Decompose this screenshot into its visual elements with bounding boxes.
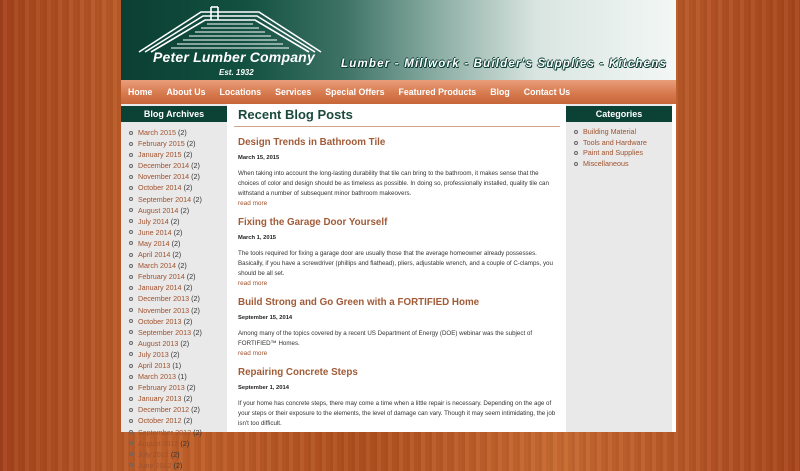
- post-title[interactable]: Repairing Concrete Steps: [238, 367, 358, 378]
- archive-link[interactable]: October 2012: [138, 416, 182, 426]
- bullet-icon: [574, 162, 578, 166]
- archive-count: (2): [171, 238, 181, 248]
- archive-link[interactable]: February 2014: [138, 272, 185, 282]
- site-header: [121, 0, 676, 80]
- main-nav: [121, 80, 676, 104]
- archive-link[interactable]: February 2015: [138, 139, 185, 149]
- company-name[interactable]: Peter Lumber Company: [153, 49, 315, 65]
- archive-link[interactable]: April 2014: [138, 250, 171, 260]
- archive-link[interactable]: May 2014: [138, 238, 170, 248]
- list-item: [129, 338, 227, 349]
- archive-count: (2): [186, 383, 196, 393]
- header-tagline: Lumber - Millwork - Builder's Supplies - Kitchens: [341, 58, 668, 70]
- list-item: [129, 415, 227, 426]
- archive-link[interactable]: September 2013: [138, 327, 192, 337]
- bullet-icon: [129, 164, 133, 168]
- list-item: [129, 460, 227, 471]
- archive-link[interactable]: July 2013: [138, 349, 169, 359]
- post-title[interactable]: Fixing the Garage Door Yourself: [238, 217, 388, 228]
- list-item: [129, 216, 227, 227]
- nav-home[interactable]: Home: [128, 87, 153, 97]
- post-date: September 15, 2014: [238, 315, 293, 321]
- bullet-icon: [129, 297, 133, 301]
- list-item: [129, 282, 227, 293]
- bullet-icon: [129, 131, 133, 135]
- list-item: [129, 349, 227, 360]
- read-more-link[interactable]: read more: [238, 350, 268, 357]
- bullet-icon: [129, 286, 133, 290]
- categories-list: [566, 122, 672, 169]
- bullet-icon: [129, 463, 133, 467]
- archive-link[interactable]: March 2014: [138, 261, 176, 271]
- bullet-icon: [129, 375, 133, 379]
- archive-link[interactable]: September 2012: [138, 427, 192, 437]
- list-item: [129, 238, 227, 249]
- archive-link[interactable]: September 2014: [138, 194, 192, 204]
- wood-background-right: [676, 0, 800, 432]
- archive-count: (2): [172, 250, 182, 260]
- list-item: [129, 271, 227, 282]
- bullet-icon: [129, 186, 133, 190]
- list-item: [129, 205, 227, 216]
- bullet-icon: [129, 142, 133, 146]
- bullet-icon: [129, 241, 133, 245]
- archive-count: (2): [180, 205, 190, 215]
- bullet-icon: [574, 141, 578, 145]
- archive-count: (2): [193, 427, 202, 437]
- list-item: [129, 382, 227, 393]
- archives-list: [121, 122, 227, 471]
- bullet-icon: [129, 397, 133, 401]
- archive-count: (2): [170, 449, 180, 459]
- archives-heading: Blog Archives: [121, 106, 227, 122]
- archive-link[interactable]: August 2013: [138, 338, 179, 348]
- nav-services[interactable]: Services: [275, 87, 312, 97]
- list-item: [574, 148, 672, 159]
- nav-locations[interactable]: Locations: [219, 87, 262, 97]
- archive-link[interactable]: December 2013: [138, 294, 190, 304]
- archive-count: (2): [183, 416, 193, 426]
- established-year: Est. 1932: [219, 68, 254, 77]
- list-item: [574, 159, 672, 170]
- bullet-icon: [129, 230, 133, 234]
- list-item: [129, 149, 227, 160]
- archive-count: (2): [173, 227, 183, 237]
- nav-about-us[interactable]: About Us: [166, 87, 206, 97]
- post-title[interactable]: Build Strong and Go Green with a FORTIFIED Home: [238, 297, 480, 308]
- list-item: [129, 127, 227, 138]
- archives-sidebar: [121, 104, 227, 470]
- category-link[interactable]: Paint and Supplies: [583, 148, 643, 157]
- archive-link[interactable]: November 2013: [138, 305, 190, 315]
- category-link[interactable]: Miscellaneous: [583, 158, 629, 168]
- bullet-icon: [129, 153, 133, 157]
- nav-blog[interactable]: Blog: [490, 87, 510, 97]
- archive-count: (2): [191, 305, 200, 315]
- list-item: [574, 138, 672, 149]
- archive-link[interactable]: June 2012: [138, 460, 172, 470]
- nav-featured-products[interactable]: Featured Products: [398, 87, 477, 97]
- bullet-icon: [129, 319, 133, 323]
- archive-count: (2): [170, 349, 180, 359]
- archive-link[interactable]: June 2014: [138, 227, 172, 237]
- archive-count: (2): [191, 294, 200, 304]
- bullet-icon: [129, 330, 133, 334]
- list-item: [129, 438, 227, 449]
- archive-link[interactable]: July 2012: [138, 449, 169, 459]
- category-link[interactable]: Tools and Hardware: [583, 137, 647, 147]
- archive-count: (2): [183, 394, 193, 404]
- nav-special-offers[interactable]: Special Offers: [325, 87, 385, 97]
- archive-count: (1): [177, 372, 187, 382]
- blog-post: [234, 217, 560, 287]
- archive-count: (1): [172, 360, 182, 370]
- list-item: [129, 327, 227, 338]
- list-item: [129, 449, 227, 460]
- bullet-icon: [129, 253, 133, 257]
- read-more-link[interactable]: read more: [238, 280, 268, 287]
- archive-count: (2): [183, 150, 193, 160]
- list-item: [129, 293, 227, 304]
- archive-link[interactable]: March 2013: [138, 372, 176, 382]
- bullet-icon: [129, 419, 133, 423]
- list-item: [574, 127, 672, 138]
- archive-count: (2): [193, 194, 202, 204]
- blog-post: [234, 137, 560, 207]
- archive-link[interactable]: January 2014: [138, 283, 182, 293]
- list-item: [129, 371, 227, 382]
- bullet-icon: [129, 441, 133, 445]
- archive-link[interactable]: November 2014: [138, 172, 190, 182]
- categories-sidebar: [566, 104, 672, 432]
- list-item: [129, 360, 227, 371]
- bullet-icon: [129, 341, 133, 345]
- post-date: March 1, 2015: [238, 235, 277, 241]
- category-link[interactable]: Building Material: [583, 127, 637, 136]
- archive-count: (2): [183, 283, 193, 293]
- list-item: [129, 249, 227, 260]
- bullet-icon: [574, 151, 578, 155]
- archive-count: (2): [186, 272, 196, 282]
- archive-count: (2): [191, 405, 200, 415]
- bullet-icon: [574, 130, 578, 134]
- post-date: March 15, 2015: [238, 155, 280, 161]
- archive-link[interactable]: October 2013: [138, 316, 182, 326]
- archive-count: (2): [193, 327, 202, 337]
- main-content: [234, 104, 560, 432]
- archive-count: (2): [173, 460, 183, 470]
- bullet-icon: [129, 364, 133, 368]
- archive-link[interactable]: August 2012: [138, 438, 179, 448]
- archive-link[interactable]: August 2014: [138, 205, 179, 215]
- archive-count: (2): [180, 438, 190, 448]
- bullet-icon: [129, 175, 133, 179]
- roof-logo-icon: [131, 4, 331, 54]
- blog-post: [234, 367, 560, 429]
- archive-link[interactable]: March 2015: [138, 128, 176, 137]
- list-item: [129, 316, 227, 327]
- bullet-icon: [129, 308, 133, 312]
- list-item: [129, 171, 227, 182]
- bullet-icon: [129, 352, 133, 356]
- list-item: [129, 160, 227, 171]
- categories-heading: Categories: [566, 106, 672, 122]
- list-item: [129, 404, 227, 415]
- archive-count: (2): [186, 139, 196, 149]
- archive-link[interactable]: February 2013: [138, 383, 185, 393]
- bullet-icon: [129, 197, 133, 201]
- archive-link[interactable]: January 2015: [138, 150, 182, 160]
- archive-count: (2): [183, 316, 193, 326]
- archive-count: (2): [183, 183, 193, 193]
- list-item: [129, 182, 227, 193]
- list-item: [129, 305, 227, 316]
- bullet-icon: [129, 386, 133, 390]
- list-item: [129, 260, 227, 271]
- post-date: September 1, 2014: [238, 385, 289, 391]
- list-item: [129, 227, 227, 238]
- archive-link[interactable]: April 2013: [138, 360, 171, 370]
- bullet-icon: [129, 275, 133, 279]
- archive-count: (2): [170, 216, 180, 226]
- bullet-icon: [129, 408, 133, 412]
- blog-post: [234, 297, 560, 357]
- archive-count: (2): [191, 161, 200, 171]
- bullet-icon: [129, 208, 133, 212]
- archive-link[interactable]: July 2014: [138, 216, 169, 226]
- archive-link[interactable]: October 2014: [138, 183, 182, 193]
- list-item: [129, 194, 227, 205]
- post-excerpt: When taking into account the long-lasting durability that tile can bring to the bathroom, it makes sense that the choices of color and design should be as timeless as possible. In doing so, professionally installed, quality tile can withstand a number of subsequent minor bathroom makeovers.: [238, 170, 549, 197]
- bullet-icon: [129, 264, 133, 268]
- post-excerpt: The tools required for fixing a garage door are usually those that the average homeowner already possesses. Basically, if you have a screwdriver (phillips and flathead), pliers, adjustable wrench, and a couple of C-clamps, you should be all set.: [238, 250, 553, 277]
- archive-link[interactable]: December 2012: [138, 405, 190, 415]
- archive-count: (2): [177, 261, 187, 271]
- post-excerpt: If your home has concrete steps, there may come a time when a little repair is necessary. Depending on the age of your steps or their exposure to the elements, the level of damage can vary. Though it may seem intimidating, the job isn't too difficult.: [238, 400, 556, 427]
- archive-count: (2): [180, 338, 190, 348]
- bullet-icon: [129, 430, 133, 434]
- post-title[interactable]: Design Trends in Bathroom Tile: [238, 137, 386, 148]
- archive-count: (2): [177, 128, 187, 137]
- list-item: [129, 138, 227, 149]
- page-title: Recent Blog Posts: [234, 104, 560, 127]
- archive-count: (2): [191, 172, 200, 182]
- post-excerpt: Among many of the topics covered by a recent US Department of Energy (DOE) webinar was the subject of FORTIFIED™ Homes.: [238, 330, 533, 347]
- list-item: [129, 393, 227, 404]
- archive-link[interactable]: January 2013: [138, 394, 182, 404]
- page-wrapper: [121, 0, 676, 470]
- bullet-icon: [129, 219, 133, 223]
- list-item: [129, 427, 227, 438]
- archive-link[interactable]: December 2014: [138, 161, 190, 171]
- bullet-icon: [129, 452, 133, 456]
- read-more-link[interactable]: read more: [238, 200, 268, 207]
- nav-contact-us[interactable]: Contact Us: [523, 87, 571, 97]
